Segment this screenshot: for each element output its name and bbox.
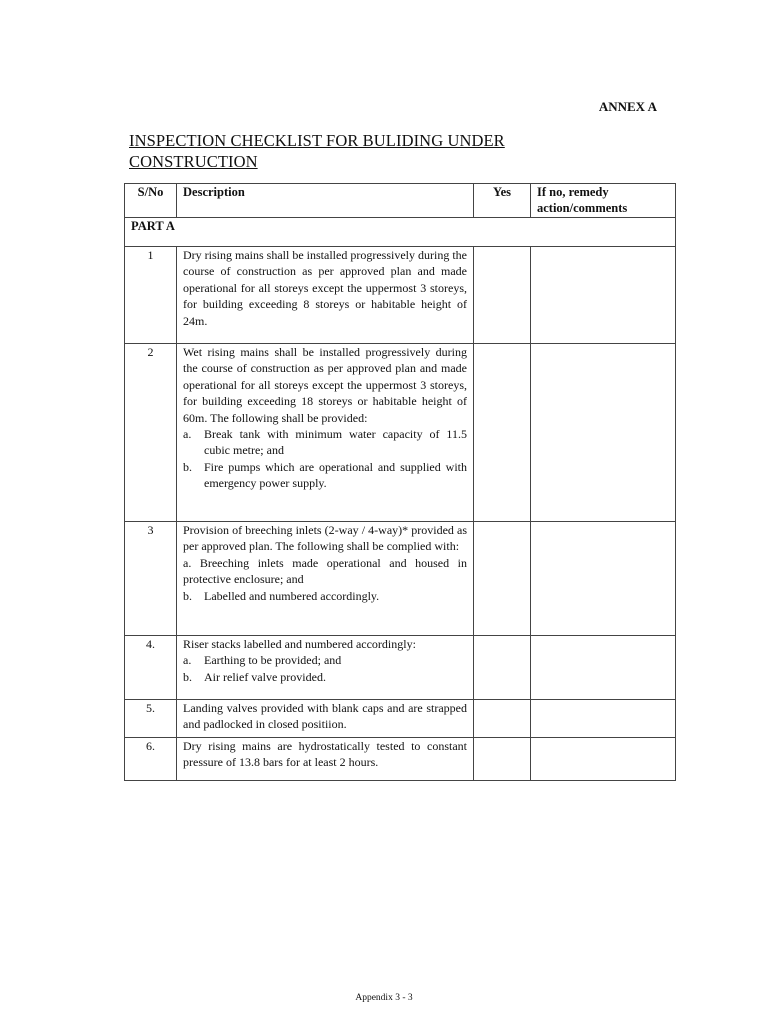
row-number: 6. [125,738,177,781]
table-row [125,700,676,738]
list-item-text: Air relief valve provided. [204,669,326,684]
row-number: 4. [125,636,177,700]
inspection-checklist-table [124,183,676,781]
list-item [183,588,467,604]
document-title [129,130,589,172]
row-description: Dry rising mains are hydrostatically tested to constant pressure of 13.8 bars for at least 2 hours. [177,738,474,781]
yes-cell[interactable] [474,344,531,522]
header-remedy-line-1: If no, remedy [537,185,609,199]
header-description: Description [177,184,474,218]
yes-cell[interactable] [474,636,531,700]
remedy-cell[interactable] [531,700,676,738]
header-yes: Yes [474,184,531,218]
row-number: 3 [125,522,177,636]
row-number: 1 [125,247,177,344]
row-description [177,636,474,700]
table-row [125,522,676,636]
table-row [125,247,676,344]
header-sno: S/No [125,184,177,218]
table-row [125,344,676,522]
part-label: PART A [125,218,676,247]
list-item-text: Fire pumps which are operational and supplied with emergency power supply. [204,459,467,491]
table-row [125,738,676,781]
yes-cell[interactable] [474,700,531,738]
list-item-text: Earthing to be provided; and [204,653,342,668]
list-marker: b. [183,588,192,603]
row-description-text: Wet rising mains shall be installed progressively during the course of construction as per approved plan and made operational for all storeys except the uppermost 3 storeys, for building exceeding 18 storeys or habitable height of 60m. The following shall be provided: [183,345,467,425]
list-item-text: Break tank with minimum water capacity of 11.5 cubic metre; and [204,427,467,458]
row-description [177,344,474,522]
row-description: Dry rising mains shall be installed progressively during the course of construction as per approved plan and made operational for all storeys except the uppermost 3 storeys, for building exceeding 8 storeys or habitable height of 24m. [177,247,474,344]
table-row [125,636,676,700]
yes-cell[interactable] [474,247,531,344]
list-marker: b. [183,669,192,684]
list-item [183,652,467,668]
remedy-cell[interactable] [531,738,676,781]
page-footer: Appendix 3 - 3 [355,993,413,1003]
yes-cell[interactable] [474,522,531,636]
remedy-cell[interactable] [531,636,676,700]
list-marker: a. [183,427,192,442]
list-item [183,426,467,459]
row-description: Landing valves provided with blank caps and are strapped and padlocked in closed positiion. [177,700,474,738]
row-description [177,522,474,636]
list-marker: b. [183,459,192,474]
header-remedy-line-2: action/comments [537,201,628,216]
remedy-cell[interactable] [531,522,676,636]
list-marker: a. [183,653,192,668]
row-number: 2 [125,344,177,522]
annex-label: ANNEX A [598,99,657,114]
yes-cell[interactable] [474,738,531,781]
row-number: 5. [125,700,177,738]
row-description-text: Riser stacks labelled and numbered accordingly: [183,637,416,651]
part-row [125,218,676,247]
header-remedy [531,184,676,218]
title-line-1: INSPECTION CHECKLIST FOR BULIDING UNDER [129,131,505,150]
list-item-text: Labelled and numbered accordingly. [204,588,380,603]
list-item-inline: a. Breeching inlets made operational and housed in protective enclosure; and [183,555,467,587]
title-line-2: CONSTRUCTION [129,152,258,171]
remedy-cell[interactable] [531,344,676,522]
list-item [183,459,467,492]
row-description-text: Provision of breeching inlets (2-way / 4-way)* provided as per approved plan. The following shall be complied with: [183,523,467,554]
table-header-row [125,184,676,218]
remedy-cell[interactable] [531,247,676,344]
list-item [183,669,467,685]
